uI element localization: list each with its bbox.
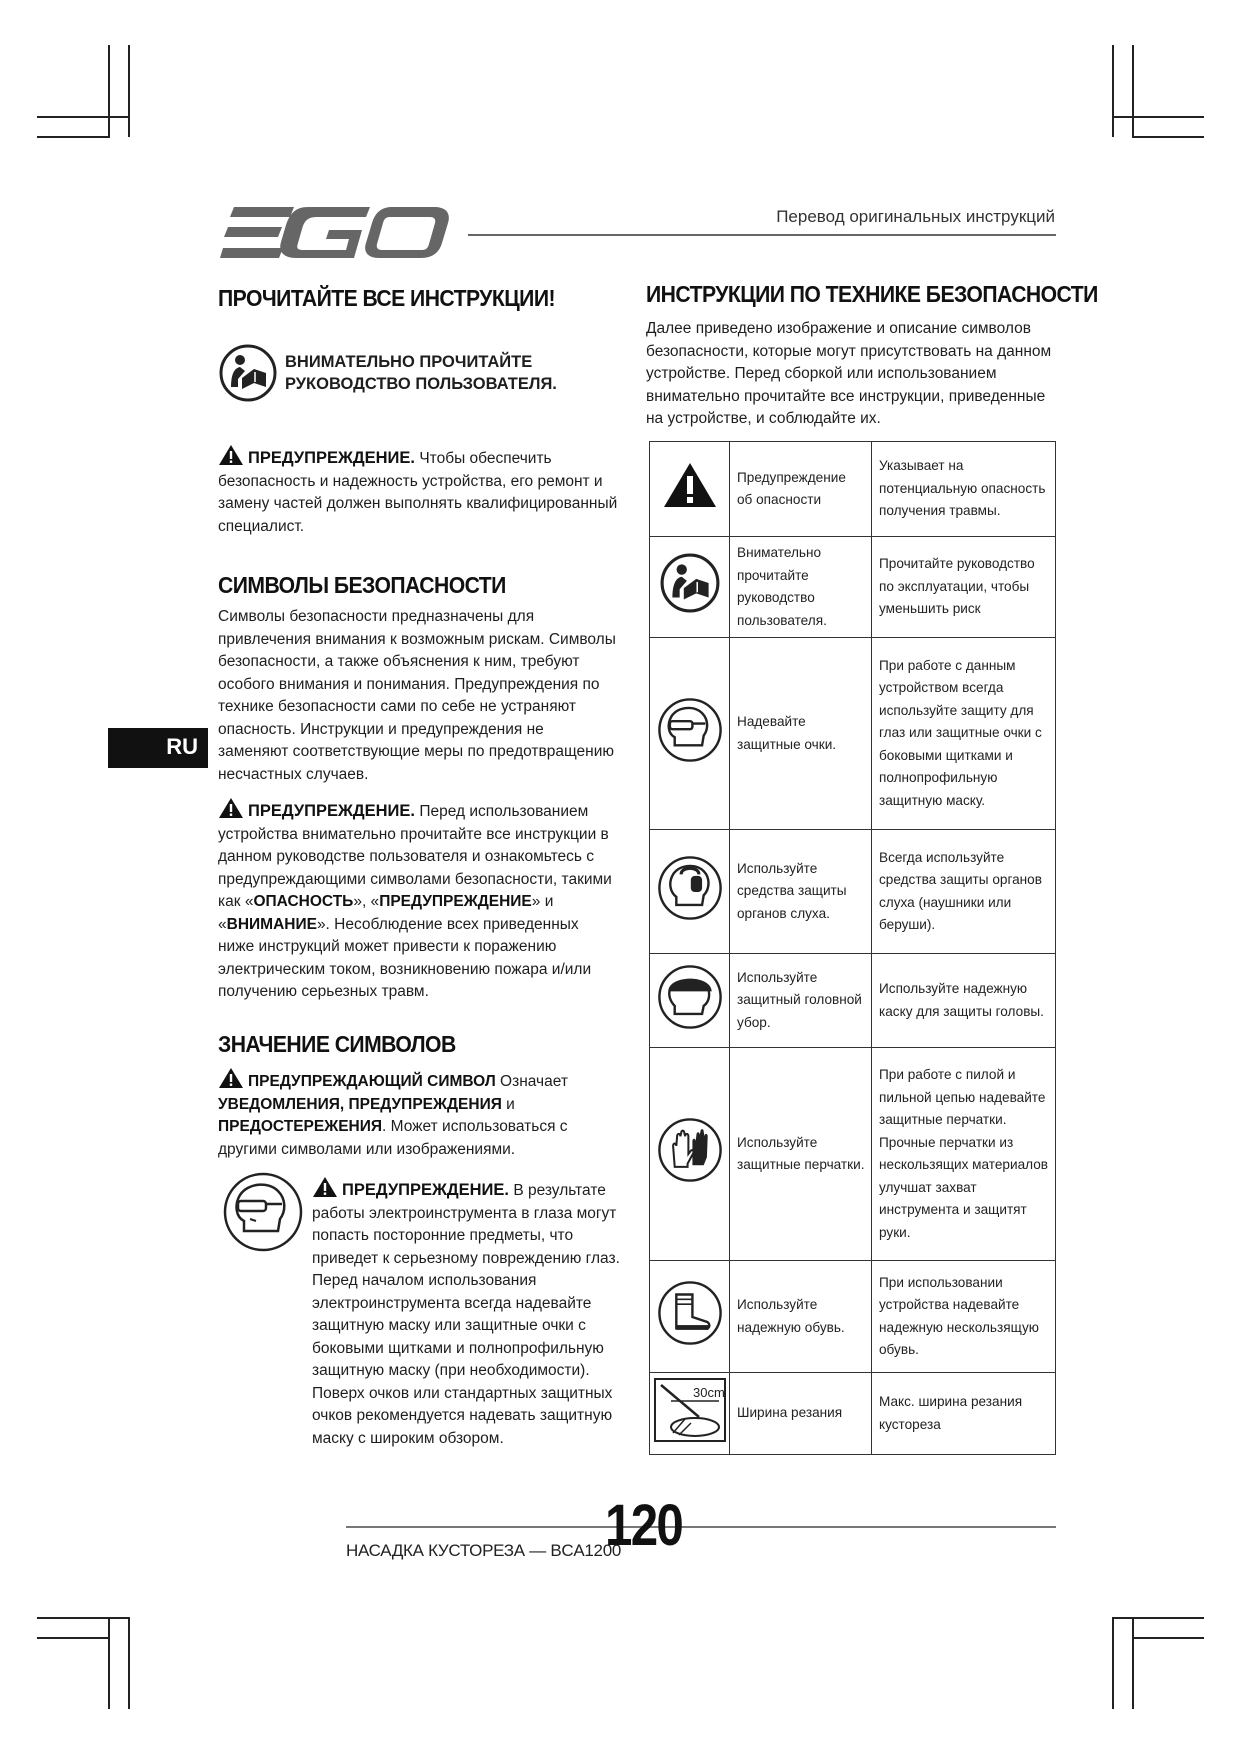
crop-mark xyxy=(1132,136,1204,138)
danger-word: ОПАСНОСТЬ xyxy=(253,893,354,910)
symbol-name: Внимательно прочитайте руководство пользователя. xyxy=(730,537,872,638)
warning-eye-protection xyxy=(312,1176,622,1450)
header-rule xyxy=(468,234,1056,236)
caution-word: ВНИМАНИЕ xyxy=(226,915,317,933)
crop-mark xyxy=(1112,1617,1204,1619)
symbol-name: Используйте защитный головной убор. xyxy=(730,954,872,1048)
symbol-cell xyxy=(650,1373,730,1455)
cutting-width-label: 30cm xyxy=(692,1384,725,1400)
symbol-description: Всегда используйте средства защиты органов слуха (наушники или беруши). xyxy=(872,830,1056,954)
crop-mark xyxy=(1112,1617,1114,1709)
safety-symbols-text: Символы безопасности предназначены для привлечения внимания к возможным рискам. Символы безопасности, а также объяснения к ним, требуют особого внимания и понимания. Предупреждения по технике безопасности сами по себе не устраняют опасность. Инструкции и предупреждения не заменяют соответствующие меры по предотвращению несчастных случаев. xyxy=(218,608,616,783)
warning-text: ». Несоблюдение всех приведенных ниже инструкций может привести к поражению электрическим током, возникновению пожара и/или получению серьезных травм. xyxy=(218,915,592,1000)
safety-instructions-intro: Далее приведено изображение и описание символов безопасности, которые могут присутствовать на данном устройстве. Перед сборкой или использованием внимательно прочитайте все инструкции, приведенные на устройстве, и соблюдайте их. xyxy=(646,320,1052,427)
page-number: 120 xyxy=(605,1493,683,1558)
document-title: Перевод оригинальных инструкций xyxy=(776,207,1055,226)
alert-text: Означает xyxy=(495,1073,568,1090)
symbol-name: Надевайте защитные очки. xyxy=(730,638,872,830)
table-row xyxy=(650,442,1056,537)
read-manual-notice xyxy=(285,351,557,395)
symbol-description: Макс. ширина резания кустореза xyxy=(872,1373,1056,1455)
symbol-name: Используйте защитные перчатки. xyxy=(730,1048,872,1261)
warning-triangle-icon xyxy=(218,1067,244,1089)
footer-product: НАСАДКА КУСТОРЕЗА — BCA1200 xyxy=(346,1541,622,1560)
read-manual-icon xyxy=(659,552,721,614)
ego-logo xyxy=(220,203,450,265)
ear-protection-icon xyxy=(657,855,723,921)
crop-mark xyxy=(128,45,130,137)
alert-bold: УВЕДОМЛЕНИЯ, ПРЕДУПРЕЖДЕНИЯ xyxy=(218,1095,502,1113)
alert-symbol-label: ПРЕДУПРЕЖДАЮЩИЙ СИМВОЛ xyxy=(248,1073,496,1090)
crop-mark xyxy=(37,136,110,138)
crop-mark xyxy=(37,1637,110,1639)
safety-instructions-title: ИНСТРУКЦИИ ПО ТЕХНИКЕ БЕЗОПАСНОСТИ xyxy=(646,281,1098,307)
warning-triangle-icon xyxy=(218,797,244,819)
symbol-cell xyxy=(650,537,730,638)
crop-mark xyxy=(1112,116,1204,118)
language-tab: RU xyxy=(108,728,208,768)
symbol-description: При использовании устройства надевайте надежную нескользящую обувь. xyxy=(872,1261,1056,1373)
symbol-cell xyxy=(650,1261,730,1373)
symbol-name: Используйте средства защиты органов слуха. xyxy=(730,830,872,954)
read-manual-line2: РУКОВОДСТВО ПОЛЬЗОВАТЕЛЯ. xyxy=(285,375,557,393)
warning-text: Чтобы обеспечить безопасность и надежность устройства, его ремонт и замену частей должен выполнять квалифицированный специалист. xyxy=(218,450,618,535)
read-manual-line1: ВНИМАТЕЛЬНО ПРОЧИТАЙТЕ xyxy=(285,353,533,371)
warning-label: ПРЕДУПРЕЖДЕНИЕ. xyxy=(248,802,415,820)
alert-bold: ПРЕДОСТЕРЕЖЕНИЯ xyxy=(218,1118,383,1135)
crop-mark xyxy=(128,1617,130,1709)
table-row xyxy=(650,1261,1056,1373)
footer-rule xyxy=(346,1526,1056,1528)
warning-label: ПРЕДУПРЕЖДЕНИЕ. xyxy=(342,1181,509,1199)
crop-mark xyxy=(1132,1617,1134,1709)
warning-triangle-icon xyxy=(662,461,718,509)
warning-text: В результате работы электроинструмента в глаза могут попасть посторонние предметы, что приведет к серьезному повреждению глаз. Перед началом использования электроинструмента всегда надевайте защитную маску или защитные очки с боковыми щитками и полнопрофильную защитную маску (при необходимости). Поверх очков или стандартных защитных очков рекомендуется надевать защитную маску с широким обзором. xyxy=(312,1182,620,1447)
symbol-cell xyxy=(650,638,730,830)
table-row xyxy=(650,638,1056,830)
warning-repair xyxy=(218,444,618,538)
table-row xyxy=(650,1048,1056,1261)
safety-symbols-table xyxy=(649,441,1056,1455)
table-row xyxy=(650,830,1056,954)
symbol-meaning-title: ЗНАЧЕНИЕ СИМВОЛОВ xyxy=(218,1031,456,1057)
symbol-name: Предупреждение об опасности xyxy=(730,442,872,537)
warning-label: ПРЕДУПРЕЖДЕНИЕ. xyxy=(248,449,415,467)
symbol-cell xyxy=(650,830,730,954)
warning-word: ПРЕДУПРЕЖДЕНИЕ xyxy=(379,893,532,910)
warning-triangle-icon xyxy=(312,1176,338,1198)
eye-protection-icon xyxy=(222,1171,304,1253)
warning-text: » и « xyxy=(218,893,554,933)
symbol-name: Ширина резания xyxy=(730,1373,872,1455)
cutting-width-icon xyxy=(653,1377,727,1443)
helmet-icon xyxy=(657,964,723,1030)
table-row xyxy=(650,954,1056,1048)
symbol-description: Прочитайте руководство по эксплуатации, чтобы уменьшить риск xyxy=(872,537,1056,638)
symbol-cell xyxy=(650,954,730,1048)
crop-mark xyxy=(37,116,130,118)
boots-icon xyxy=(657,1280,723,1346)
warning-text: », « xyxy=(353,893,380,910)
symbol-cell xyxy=(650,1048,730,1261)
alert-text: и xyxy=(501,1095,515,1113)
warning-read-instructions xyxy=(218,797,618,1004)
symbol-name: Используйте надежную обувь. xyxy=(730,1261,872,1373)
symbol-description: Указывает на потенциальную опасность получения травмы. xyxy=(872,442,1056,537)
symbol-cell xyxy=(650,442,730,537)
safety-symbols-title: СИМВОЛЫ БЕЗОПАСНОСТИ xyxy=(218,572,506,598)
alert-text: . Может использоваться с другими символами или изображениями. xyxy=(218,1118,568,1158)
crop-mark xyxy=(1132,1637,1204,1639)
gloves-icon xyxy=(657,1117,723,1183)
crop-mark xyxy=(108,45,110,137)
alert-symbol-text xyxy=(218,1067,618,1161)
crop-mark xyxy=(1112,45,1114,137)
table-row xyxy=(650,537,1056,638)
crop-mark xyxy=(37,1617,130,1619)
symbol-description: При работе с данным устройством всегда используйте защиту для глаз или защитные очки с боковыми щитками и полнопрофильную защитную маску. xyxy=(872,638,1056,830)
symbol-description: При работе с пилой и пильной цепью надевайте защитные перчатки. Прочные перчатки из нескользящих материалов улучшат захват инструмента и защитят руки. xyxy=(872,1048,1056,1261)
table-row xyxy=(650,1373,1056,1455)
crop-mark xyxy=(108,1617,110,1709)
eye-protection-icon xyxy=(657,697,723,763)
read-all-title: ПРОЧИТАЙТЕ ВСЕ ИНСТРУКЦИИ! xyxy=(218,285,555,311)
read-manual-icon xyxy=(218,343,278,403)
crop-mark xyxy=(1132,45,1134,137)
symbol-description: Используйте надежную каску для защиты головы. xyxy=(872,954,1056,1048)
warning-text: Перед использованием устройства внимательно прочитайте все инструкции в данном руководстве пользователя и ознакомьтесь с предупреждающими символами безопасности, такими как « xyxy=(218,803,612,910)
warning-triangle-icon xyxy=(218,444,244,466)
